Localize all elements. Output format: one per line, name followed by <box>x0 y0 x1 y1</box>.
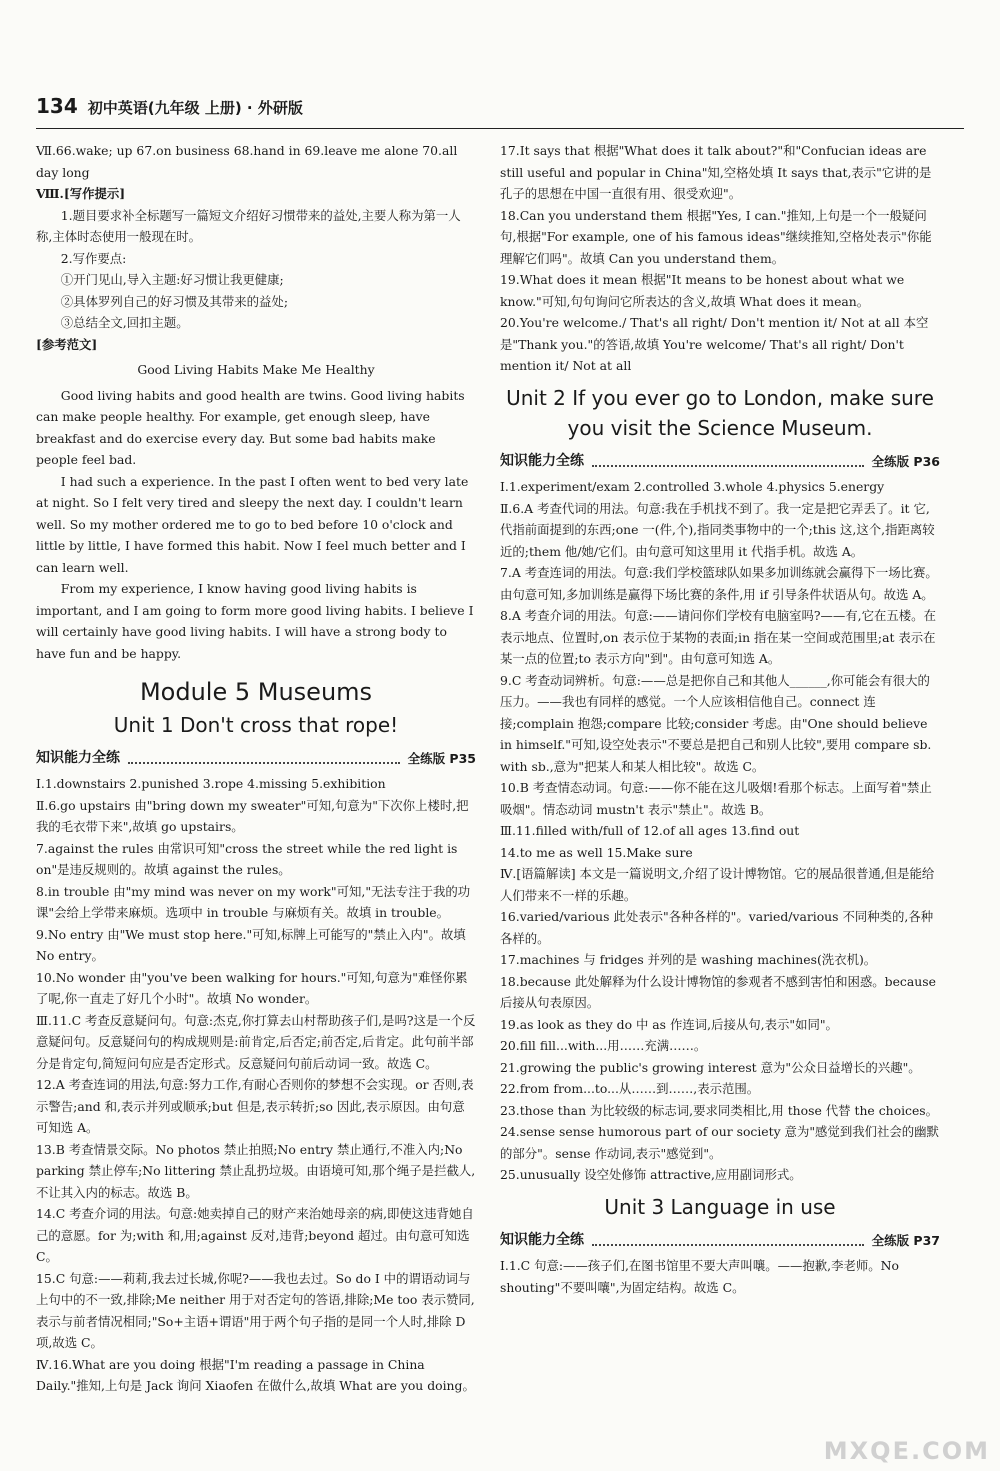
right-column <box>500 140 940 1298</box>
answer-item: 9.C 考查动词辨析。句意:——总是把你自己和其他人______,你可能会有很大的压力。——我也有同样的感觉。一个人应该相信他自己。connect 连接;complain 抱怨;compare 比较;consider 考虑。由"One should believe in himself."可知,设空处表示"不要总是把自己和别人比较",要用 compare sb. with sb.,意为"把某人和某人相比较"。故选 C。 <box>500 672 932 774</box>
left-column <box>36 140 476 1397</box>
answer-item: 16.varied/various 此处表示"各种各样的"。varied/various 不同种类的,各种各样的。 <box>500 909 934 946</box>
sample-essay-heading: [参考范文] <box>36 336 98 352</box>
header-rule <box>36 128 964 129</box>
answer-item: 9.No entry 由"We must stop here."可知,标牌上可能写的"禁止入内"。故填 No entry。 <box>36 926 466 963</box>
answer-item: Ⅱ.6.A 考查代词的用法。句意:我在手机找不到了。我一定是把它弄丢了。it 它,代指前面提到的东西;one 一(件,个),指同类事物中的一个;this 这,这个,指距离较近的;them 他/她/它们。由句意可知这里用 it 代指手机。故选 A。 <box>500 500 935 559</box>
answer-item: 19.What does it mean 根据"It means to be honest about what we know."可知,句句询问它所表达的含义,故填 What does it mean。 <box>500 272 905 309</box>
unit-title: Unit 1 Don't cross that rope! <box>113 712 399 737</box>
page-number: 134 <box>36 94 78 118</box>
answer-line: 14.to me as well 15.Make sure <box>500 844 693 860</box>
answer-item: 7.against the rules 由常识可知"cross the street while the red light is on"是违反规则的。故填 against the rules。 <box>36 840 458 877</box>
section-header <box>500 451 940 473</box>
writing-tips-heading: Ⅷ.[写作提示] <box>36 186 126 201</box>
writing-tip: 2.写作要点: <box>60 250 127 266</box>
section-header <box>500 1230 940 1252</box>
section-header <box>36 748 476 770</box>
writing-tip: ③总结全文,回扣主题。 <box>60 315 189 330</box>
writing-tip: ②具体罗列自己的好习惯及其带来的益处; <box>60 293 289 309</box>
module-title: Module 5 Museums <box>139 678 373 706</box>
answer-line: Ⅲ.11.filled with/full of 12.of all ages 13.find out <box>500 823 800 838</box>
answer-line: Ⅰ.1.experiment/exam 2.controlled 3.whole 4.physics 5.energy <box>500 479 885 494</box>
answer-item: 13.B 考查情景交际。No photos 禁止拍照;No entry 禁止通行,不准入内;No parking 禁止停车;No littering 禁止乱扔垃圾。由语境可知,那个绳子是拦截人,不让其入内的标志。故选 B。 <box>36 1141 476 1200</box>
unit-title: Unit 3 Language in use <box>604 1194 836 1219</box>
answer-item: 17.machines 与 fridges 并列的是 washing machines(洗衣机)。 <box>500 952 877 967</box>
answer-item: 8.in trouble 由"my mind was never on my work"可知,"无法专注于我的功课"会给上学带来麻烦。选项中 in trouble 与麻烦有关。故填 in trouble。 <box>36 883 471 920</box>
answer-item: 21.growing the public's growing interest 意为"公众日益增长的兴趣"。 <box>500 1059 921 1075</box>
answer-item: 23.those than 为比较级的标志词,要求同类相比,用 those 代替 the choices。 <box>500 1102 939 1118</box>
answer-item: 19.as look as they do 中 as 作连词,后接从句,表示"如同"。 <box>500 1016 838 1032</box>
answer-item: 10.B 考查情态动词。句意:——你不能在这儿吸烟!看那个标志。上面写着"禁止吸烟"。情态动词 mustn't 表示"禁止"。故选 B。 <box>500 780 932 817</box>
answer-item: Ⅳ.[语篇解读] 本文是一篇说明文,介绍了设计博物馆。它的展品很普通,但是能给人们带来不一样的乐趣。 <box>500 866 935 903</box>
writing-tip: ①开门见山,导入主题:好习惯让我更健康; <box>60 272 284 287</box>
section-ref: 全练版 P35 <box>407 750 476 766</box>
section-ref: 全练版 P37 <box>871 1232 940 1248</box>
section-ref: 全练版 P36 <box>871 453 940 469</box>
dotted-leader <box>592 1234 864 1246</box>
answer-item: 10.No wonder 由"you've been walking for hours."可知,句意为"难怪你累了呢,你一直走了好几个小时"。故填 No wonder。 <box>36 969 468 1006</box>
answer-line: Ⅶ.66.wake; up 67.on business 68.hand in 69.leave me alone 70.all day long <box>36 143 458 180</box>
answer-item: Ⅰ.1.C 句意:——孩子们,在图书馆里不要大声叫嚷。——抱歉,李老师。No shouting"不要叫嚷",为固定结构。故选 C。 <box>500 1258 899 1295</box>
answer-item: 25.unusually 设空处修饰 attractive,应用副词形式。 <box>500 1167 802 1182</box>
section-label: 知识能力全练 <box>500 1231 584 1248</box>
answer-item: Ⅲ.11.C 考查反意疑问句。句意:杰克,你打算去山村帮助孩子们,是吗?这是一个反意疑问句。反意疑问句的构成规则是:前肯定,后否定;前否定,后肯定。此句前半部分是肯定句,简短问句应是否定形式。反意疑问句前后动词一致。故选 C。 <box>36 1012 476 1071</box>
dotted-leader <box>592 455 864 467</box>
answer-item: 14.C 考查介词的用法。句意:她卖掉自己的财产来治她母亲的病,即使这违背她自己的意愿。for 为;with 和,用;against 反对,违背;beyond 超过。由句意可知选 C。 <box>36 1206 474 1264</box>
answer-line: Ⅰ.1.downstairs 2.punished 3.rope 4.missing 5.exhibition <box>36 776 386 791</box>
section-label: 知识能力全练 <box>500 452 584 469</box>
answer-item: 22.from from...to...从……到……,表示范围。 <box>500 1081 760 1096</box>
answer-item: 7.A 考查连词的用法。句意:我们学校篮球队如果多加训练就会赢得下一场比赛。由句意可知,多加训练是赢得下场比赛的条件,用 if 引导条件状语从句。故选 A。 <box>500 565 938 602</box>
answer-item: 18.Can you understand them 根据"Yes, I can."推知,上句是一个一般疑问句,根据"For example, one of his famous ideas"继续推知,空格处表示"你能理解它们吗"。故填 Can you understand them。 <box>500 207 932 266</box>
essay-paragraph: Good living habits and good health are twins. Good living habits can make people healthy. For example, get enough sleep, have breakfast and do exercise every day. But some bad habits make people feel bad. <box>36 387 465 467</box>
answer-item: 8.A 考查介词的用法。句意:——请问你们学校有电脑室吗?——有,它在五楼。在表示地点、位置时,on 表示位于某物的表面;in 指在某一空间或范围里;at 表示在某一点的位置;to 表示方向"到"。由句意可知选 A。 <box>500 608 936 666</box>
book-title: 初中英语(九年级 上册) · 外研版 <box>87 99 303 117</box>
essay-paragraph: I had such a experience. In the past I often went to bed very late at night. So I felt very tired and sleepy the next day. I couldn't learn well. So my mother ordered me to go to bed before 10 o'clock and little by little, I have formed this habit. Now I feel much better and I can learn well. <box>36 473 469 575</box>
answer-item: 17.It says that 根据"What does it talk about?"和"Confucian ideas are still useful and popular in China"知,空格处填 It says that,表示"它讲的是孔子的思想在中国一直很有用、很受欢迎"。 <box>500 143 932 201</box>
essay-paragraph: From my experience, I know having good living habits is important, and I am going to form more good living habits. I believe I will certainly have good living habits. I will have a strong body to have fun and be happy. <box>36 581 474 661</box>
watermark-logo: MXQE.COM <box>823 1437 990 1465</box>
answer-item: Ⅳ.16.What are you doing 根据"I'm reading a passage in China Daily."推知,上句是 Jack 询问 Xiaofen 在做什么,故填 What are you doing。 <box>36 1356 475 1393</box>
answer-item: 12.A 考查连词的用法,句意:努力工作,有耐心否则你的梦想不会实现。or 否则,表示警告;and 和,表示并列或顺承;but 但是,表示转折;so 因此,表示原因。由句意可知选 A。 <box>36 1077 474 1135</box>
answer-item: 15.C 句意:——莉莉,我去过长城,你呢?——我也去过。So do I 中的谓语动词与上句中的不一致,排除;Me neither 用于对否定句的答语,排除;Me too 表示赞同,表示与前者情况相同;"So+主语+谓语"用于两个句子指的是同一个人时,排除 D 项,故选 C。 <box>36 1270 475 1350</box>
answer-item: 20.You're welcome./ That's all right/ Don't mention it/ Not at all 本空是"Thank you."的答语,故填 You're welcome/ That's all right/ Don't mention it/ Not at all <box>500 315 929 373</box>
dotted-leader <box>128 752 400 764</box>
writing-tip: 1.题目要求补全标题写一篇短文介绍好习惯带来的益处,主要人称为第一人称,主体时态使用一般现在时。 <box>36 207 461 244</box>
page-header <box>36 94 303 118</box>
answer-item: 20.fill fill...with...用……充满……。 <box>500 1038 707 1053</box>
unit-title: Unit 2 If you ever go to London, make sure you visit the Science Museum. <box>506 385 934 440</box>
answer-item: 18.because 此处解释为什么设计博物馆的参观者不感到害怕和困惑。because 后接从句表原因。 <box>500 973 936 1010</box>
section-label: 知识能力全练 <box>36 749 120 766</box>
answer-item: Ⅱ.6.go upstairs 由"bring down my sweater"可知,句意为"下次你上楼时,把我的毛衣带下来",故填 go upstairs。 <box>36 797 469 834</box>
essay-title: Good Living Habits Make Me Healthy <box>137 362 375 377</box>
answer-item: 24.sense sense humorous part of our society 意为"感觉到我们社会的幽默的部分"。sense 作动词,表示"感觉到"。 <box>500 1124 939 1161</box>
